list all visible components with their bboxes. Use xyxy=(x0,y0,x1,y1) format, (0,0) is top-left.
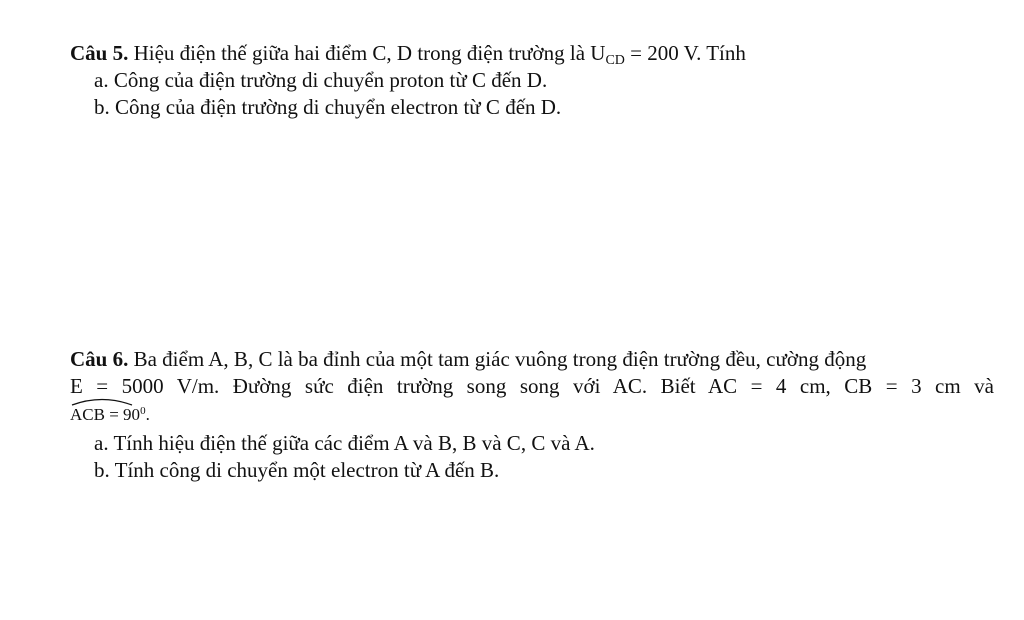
angle-acb xyxy=(70,400,105,430)
question-5-label: Câu 5. xyxy=(70,41,129,65)
question-5-stem-text: Hiệu điện thế giữa hai điểm C, D trong điện trường là U xyxy=(128,41,606,65)
question-6-stem-line-2: E = 5000 V/m. Đường sức điện trường song song với AC. Biết AC = 4 cm, CB = 3 cm và xyxy=(70,374,994,398)
question-6-item-a: a. Tính hiệu điện thế giữa các điểm A và B, B và C, C và A. xyxy=(94,431,595,455)
voltage-subscript: CD xyxy=(605,53,625,68)
angle-name: ACB xyxy=(70,405,105,424)
angle-period: . xyxy=(145,405,150,424)
angle-equals: = 90 xyxy=(104,405,141,424)
question-5-stem-value: = 200 V. Tính xyxy=(624,41,746,65)
degree-superscript: 0 xyxy=(140,405,146,417)
question-6-item-b: b. Tính công di chuyển một electron từ A đến B. xyxy=(94,458,500,482)
question-5-item-a: a. Công của điện trường di chuyển proton từ C đến D. xyxy=(94,68,548,92)
question-5-item-b: b. Công của điện trường di chuyển electron từ C đến D. xyxy=(94,95,562,119)
question-6-label: Câu 6. xyxy=(70,347,129,371)
question-6-stem-line-1 xyxy=(70,346,994,373)
question-5-stem xyxy=(70,40,994,67)
question-5 xyxy=(70,40,994,121)
angle-hat-icon xyxy=(70,396,134,406)
question-6-stem-text: Ba điểm A, B, C là ba đỉnh của một tam giác vuông trong điện trường đều, cường động xyxy=(128,347,867,371)
question-6-angle-line xyxy=(70,400,994,430)
question-6 xyxy=(70,346,994,484)
